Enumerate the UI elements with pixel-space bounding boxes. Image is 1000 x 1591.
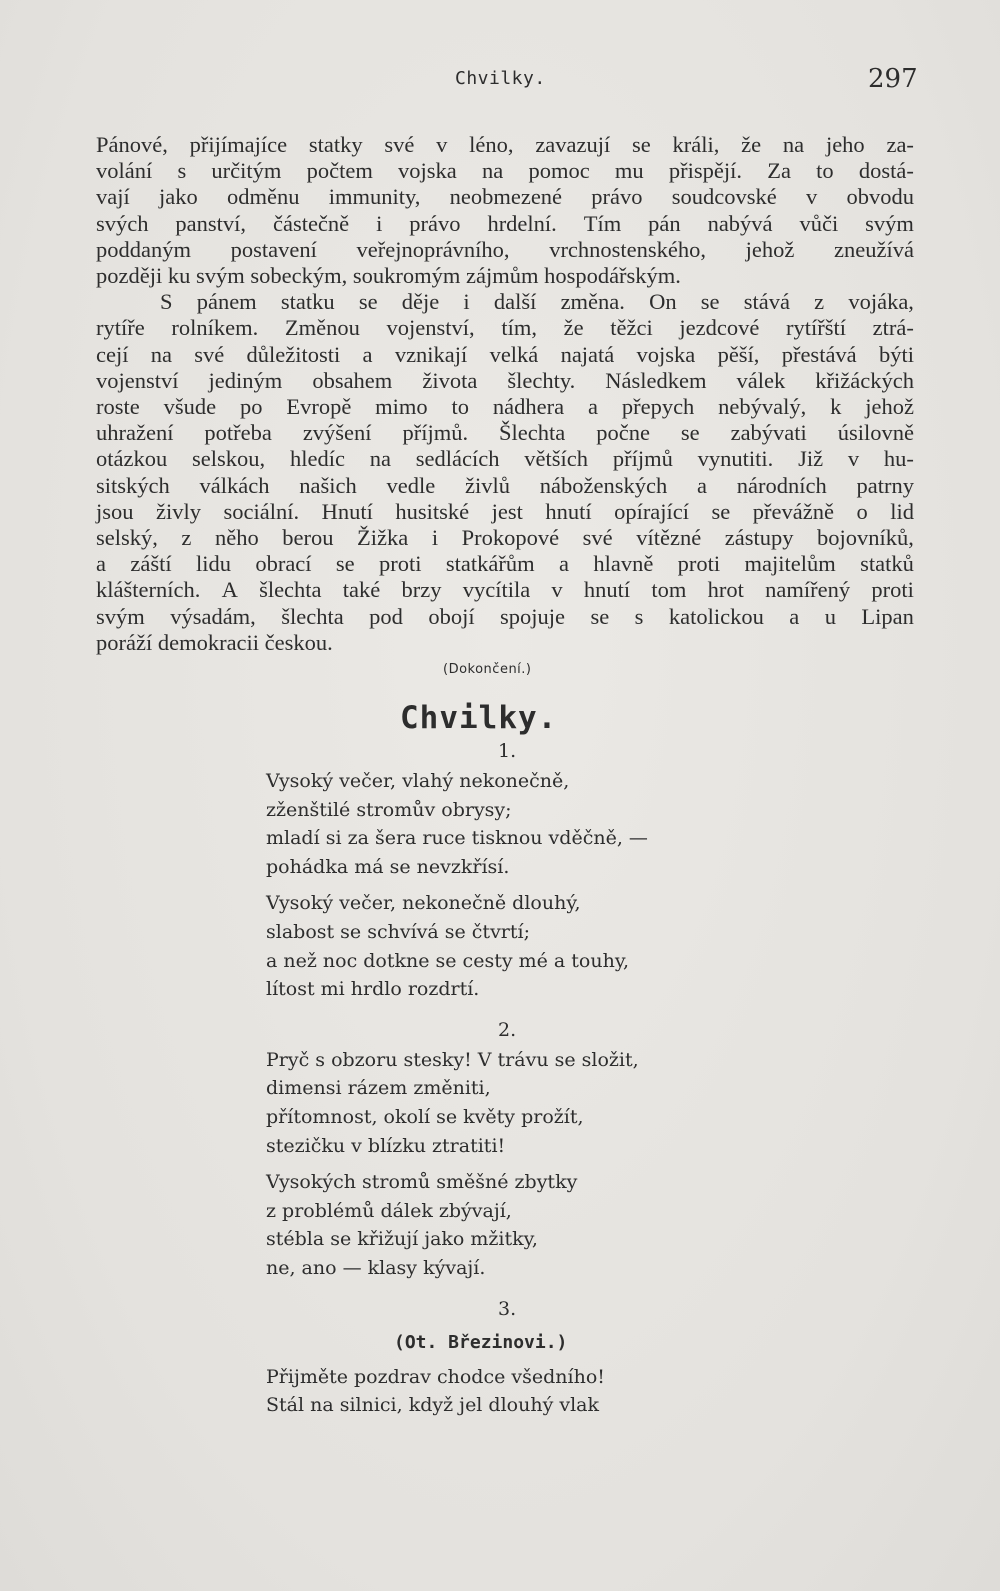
prose-line: uhražení potřeba zvýšení příjmů. Šlechta počne se zabývati úsilovně (96, 420, 914, 446)
prose-line: svých panství, částečně i právo hrdelní. Tím pán nabývá vůči svým (96, 210, 914, 236)
section-number: 1. (498, 740, 517, 762)
verse-line: a než noc dotkne se cesty mé a touhy, (266, 949, 630, 972)
section-number: 2. (498, 1018, 517, 1041)
continued-note: (Dokončení.) (443, 662, 532, 677)
verse-line: Vysokých stromů směšné zbytky (266, 1171, 578, 1194)
prose-line: poddaným postavení veřejnoprávního, vrchnostenského, jehož zneužívá (96, 236, 914, 262)
prose-line: klášterních. A šlechta také brzy vycítila v hnutí tom hrot namířený proti (96, 577, 914, 603)
prose-line: svým výsadám, šlechta pod obojí spojuje se s katolickou a u Lipan (96, 603, 914, 629)
verse-line: zženštilé stromův obrysy; (266, 798, 512, 821)
verse-line: slabost se schvívá se čtvrtí; (266, 921, 530, 943)
verse-line: Přijměte pozdrav chodce všedního! (266, 1365, 605, 1388)
prose-line: vojenství jediným obsahem života šlechty. Následkem válek křižáckých (96, 367, 914, 393)
dedication: (Ot. Březinovi.) (394, 1331, 568, 1353)
verse-line: přítomnost, okolí se květy prožít, (266, 1106, 584, 1128)
running-title: Chvilky. (455, 68, 546, 89)
page-header (0, 64, 1000, 100)
prose-line: roste všude po Evropě mimo to nádhera a přepych nebývalý, k jehož (96, 394, 914, 420)
prose-line: sitských válkách našich vedle živlů náboženských a národních patrny (96, 472, 914, 498)
prose-line: a záští lidu obrací se proti statkářům a hlavně proti majitelům statků (96, 551, 914, 577)
verse-line: stébla se křižují jako mžitky, (266, 1228, 538, 1251)
verse-line: Pryč s obzoru stesky! V trávu se složit, (266, 1048, 639, 1071)
verse-line: z problémů dálek zbývají, (266, 1199, 512, 1222)
prose-line: rytíře rolníkem. Změnou vojenství, tím, že těžci jezdcové rytířští ztrá- (96, 315, 914, 341)
verse-line: dimensi rázem změniti, (266, 1077, 491, 1100)
verse-line: Stál na silnici, když jel dlouhý vlak (266, 1394, 600, 1417)
prose-line: poráží demokracii českou. (96, 629, 333, 655)
verse-line: stezičku v blízku ztratiti! (266, 1134, 506, 1157)
prose-line: později ku svým sobeckým, soukromým zájmům hospodářským. (96, 263, 681, 289)
prose-body (96, 132, 914, 656)
verse-line: Vysoký večer, vlahý nekonečně, (266, 770, 570, 792)
section-number: 3. (498, 1297, 517, 1320)
prose-line: jsou živly sociální. Hnutí husitské jest hnutí opírající se převážně o lid (96, 498, 914, 524)
prose-line: cejí na své důležitosti a vznikají velká najatá vojska pěší, přestává býti (96, 341, 914, 367)
prose-line: otázkou selskou, hledíc na sedlácích větších příjmů vynutiti. Již v hu- (96, 446, 914, 472)
prose-line: selský, z něho berou Žižka i Prokopové své vítězné zástupy bojovníků, (96, 525, 914, 551)
verse-line: mladí si za šera ruce tisknou vděčně, — (266, 827, 648, 850)
prose-line: volání s určitým počtem vojska na pomoc mu přispějí. Za to dostá- (96, 158, 914, 184)
verse-line: Vysoký večer, nekonečně dlouhý, (266, 892, 581, 915)
prose-line: vají jako odměnu immunity, neobmezené právo soudcovské v obvodu (96, 184, 914, 210)
prose-line: Pánové, přijímajíce statky své v léno, zavazují se králi, že na jeho za- (96, 132, 914, 157)
page-number: 297 (868, 64, 918, 94)
verse-line: ne, ano — klasy kývají. (266, 1257, 486, 1279)
prose-line: S pánem statku se děje i další změna. On se stává z vojáka, (160, 289, 914, 315)
poem-title: Chvilky. (400, 700, 558, 736)
verse-line: pohádka má se nevzkřísí. (266, 855, 510, 878)
verse-line: lítost mi hrdlo rozdrtí. (266, 978, 480, 1001)
